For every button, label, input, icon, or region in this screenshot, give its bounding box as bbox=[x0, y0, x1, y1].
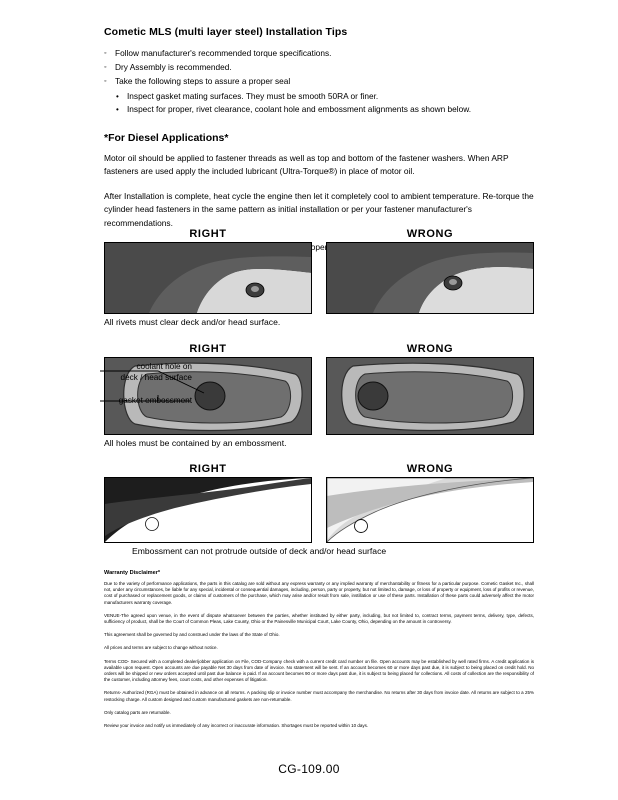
figure-label-wrong: WRONG bbox=[406, 463, 454, 475]
figure-row bbox=[104, 463, 534, 543]
list-item bbox=[116, 90, 534, 103]
figure-image-hole-wrong bbox=[326, 357, 534, 435]
list-item bbox=[104, 61, 534, 74]
figure-section bbox=[104, 228, 534, 572]
list-item-text: Follow manufacturer's recommended torque specifications. bbox=[115, 48, 332, 58]
filled-bullet-icon: • bbox=[116, 91, 119, 101]
retorque-note: proper bbox=[303, 242, 328, 253]
figure-group-holes bbox=[104, 343, 534, 450]
callout-coolant-hole: coolant hole on deck / head surface bbox=[120, 361, 192, 382]
hollow-bullet-icon: ◦ bbox=[104, 50, 107, 57]
filled-bullet-icon: • bbox=[116, 104, 119, 114]
figure-label-right: RIGHT bbox=[189, 463, 227, 475]
figure-wrong bbox=[326, 228, 534, 314]
hollow-bullet-icon: ◦ bbox=[104, 78, 107, 86]
warranty-paragraph: Review your invoice and notify us immediately of any incorrect or inaccurate information. Shortages must be reported within 10 days. bbox=[104, 723, 369, 729]
list-item-text: Take the following steps to assure a proper seal bbox=[115, 76, 291, 87]
figure-caption-holes: All holes must be contained by an embossment. bbox=[104, 437, 287, 448]
figure-right bbox=[104, 228, 312, 314]
figure-row bbox=[104, 228, 534, 314]
warranty-section bbox=[104, 570, 534, 736]
figure-image-rivet-wrong bbox=[326, 242, 534, 314]
list-item-text: Dry Assembly is recommended. bbox=[115, 62, 232, 73]
figure-image-protrude-wrong bbox=[326, 477, 534, 543]
figure-group-protrude bbox=[104, 463, 534, 558]
document-number-text: CG-109.00 bbox=[278, 762, 340, 776]
warranty-paragraph: All prices and terms are subject to change without notice. bbox=[104, 645, 218, 651]
figure-right bbox=[104, 343, 312, 435]
diesel-paragraph-2: After Installation is complete, heat cycle the engine then let it completely cool to ambient temperature. Re-torque the cylinder head fasteners in the same pattern as initial installation or per your fastener manufacturer's recommendations. bbox=[104, 190, 534, 228]
figure-group-rivets bbox=[104, 228, 534, 329]
rivet-right-diagram bbox=[105, 243, 311, 313]
figure-wrong bbox=[326, 463, 534, 543]
warranty-paragraph: Returns- Authorized (RGA) must be obtained in advance on all returns. A packing slip or invoice number must accompany the merchandise. No returns after 30 days from invoice date. All returns are subject to a 25% restocking charge. All custom designed and custom manufactured gaskets are non-returnable. bbox=[104, 690, 534, 702]
hole-wrong-diagram bbox=[327, 358, 533, 434]
warranty-paragraph: This agreement shall be governed by and construed under the laws of the State of Ohio. bbox=[104, 632, 280, 638]
figure-image-rivet-right bbox=[104, 242, 312, 314]
document-body bbox=[104, 26, 534, 254]
figure-right bbox=[104, 463, 312, 543]
hole-right-diagram bbox=[105, 358, 311, 434]
list-item-text: Inspect gasket mating surfaces. They must be smooth 50RA or finer. bbox=[127, 90, 379, 101]
figure-image-protrude-right bbox=[104, 477, 312, 543]
list-item bbox=[104, 75, 534, 88]
warranty-paragraph: VENUE-The agreed upon venue, in the event of dispute whatsoever between the parties, whether instituted by either party, including, but not limited to, contract terms, payment terms, delivery, type, defects, sufficiency of product, shall be the Court of Common Pleas, Lake County, Ohio or the Painesville Municipal Court, Lake County, Ohio, depending on the amount in controversy. bbox=[104, 612, 534, 625]
figure-label-right: RIGHT bbox=[189, 228, 227, 240]
page-title: Cometic MLS (multi layer steel) Installation Tips bbox=[104, 26, 348, 38]
figure-label-right: RIGHT bbox=[189, 342, 227, 355]
warranty-paragraph: Due to the variety of performance applications, the parts in this catalog are sold without any express warranty or any implied warranty of merchantability or fitness for a particular purpose. Cometic Gasket Inc., shall not, under any circumstances, be liable for any special, incidental or consequential damages, including, person, party or property, but not limited to, damage, or loss of property or equipment, loss of profits or revenue, cost of purchased or replacement goods, or claims of customers of the purchase, which may arise and/or result from sale, instillation or use of these parts. Installation of these parts could adversely affect the motor manufacturers warranty coverage. bbox=[104, 581, 534, 605]
warranty-paragraph: Terms COD- Secured with a completed dealer/jobber application on File, COD-Company check with a current credit card number on file. Open accounts may be established by well rated firms. A credit application is available upon request. Open accounts are due payable Net 30 days from date of invoice. No statement will be sent. If an account becomes 60 or more days past due, it is subject to being placed on credit hold. No orders will be shipped or new orders accepted until past due balance is paid. If an account becomes 90 or more days past due, it is subject to being placed for collections. All costs of collection are the responsibility of the customer, including attorney fees, court costs, and other expenses of litigation. bbox=[104, 658, 534, 683]
figure-row bbox=[104, 343, 534, 435]
diesel-paragraph-1: Motor oil should be applied to fastener threads as well as top and bottom of the fastener washers. When ARP fasteners are used apply the included lubricant (Ultra-Torque®) in place of motor oil. bbox=[104, 153, 509, 177]
figure-label-wrong: WRONG bbox=[406, 228, 454, 240]
installation-sub-list bbox=[104, 90, 534, 116]
warranty-paragraph: Only catalog parts are returnable. bbox=[104, 709, 171, 715]
list-item bbox=[116, 103, 534, 116]
diesel-section-heading: *For Diesel Applications* bbox=[104, 132, 229, 145]
hollow-bullet-icon: ◦ bbox=[104, 64, 107, 72]
figure-caption-protrude: Embossment can not protrude outside of deck and/or head surface bbox=[132, 546, 387, 556]
installation-tips-list bbox=[104, 47, 534, 89]
figure-caption-rivets: All rivets must clear deck and/or head surface. bbox=[104, 317, 281, 327]
document-number bbox=[0, 762, 618, 776]
warranty-heading: Warranty Disclaimer* bbox=[104, 570, 161, 576]
list-item-text: Inspect for proper, rivet clearance, coolant hole and embossment alignments as shown below. bbox=[127, 103, 472, 114]
rivet-wrong-diagram bbox=[327, 243, 533, 313]
protrude-right-diagram bbox=[105, 478, 311, 542]
figure-wrong bbox=[326, 343, 534, 435]
figure-label-wrong: WRONG bbox=[406, 342, 454, 355]
callout-gasket-embossment: gasket embossment bbox=[118, 395, 192, 405]
list-item bbox=[104, 47, 534, 60]
figure-image-hole-right bbox=[104, 357, 312, 435]
protrude-wrong-diagram bbox=[327, 478, 533, 542]
